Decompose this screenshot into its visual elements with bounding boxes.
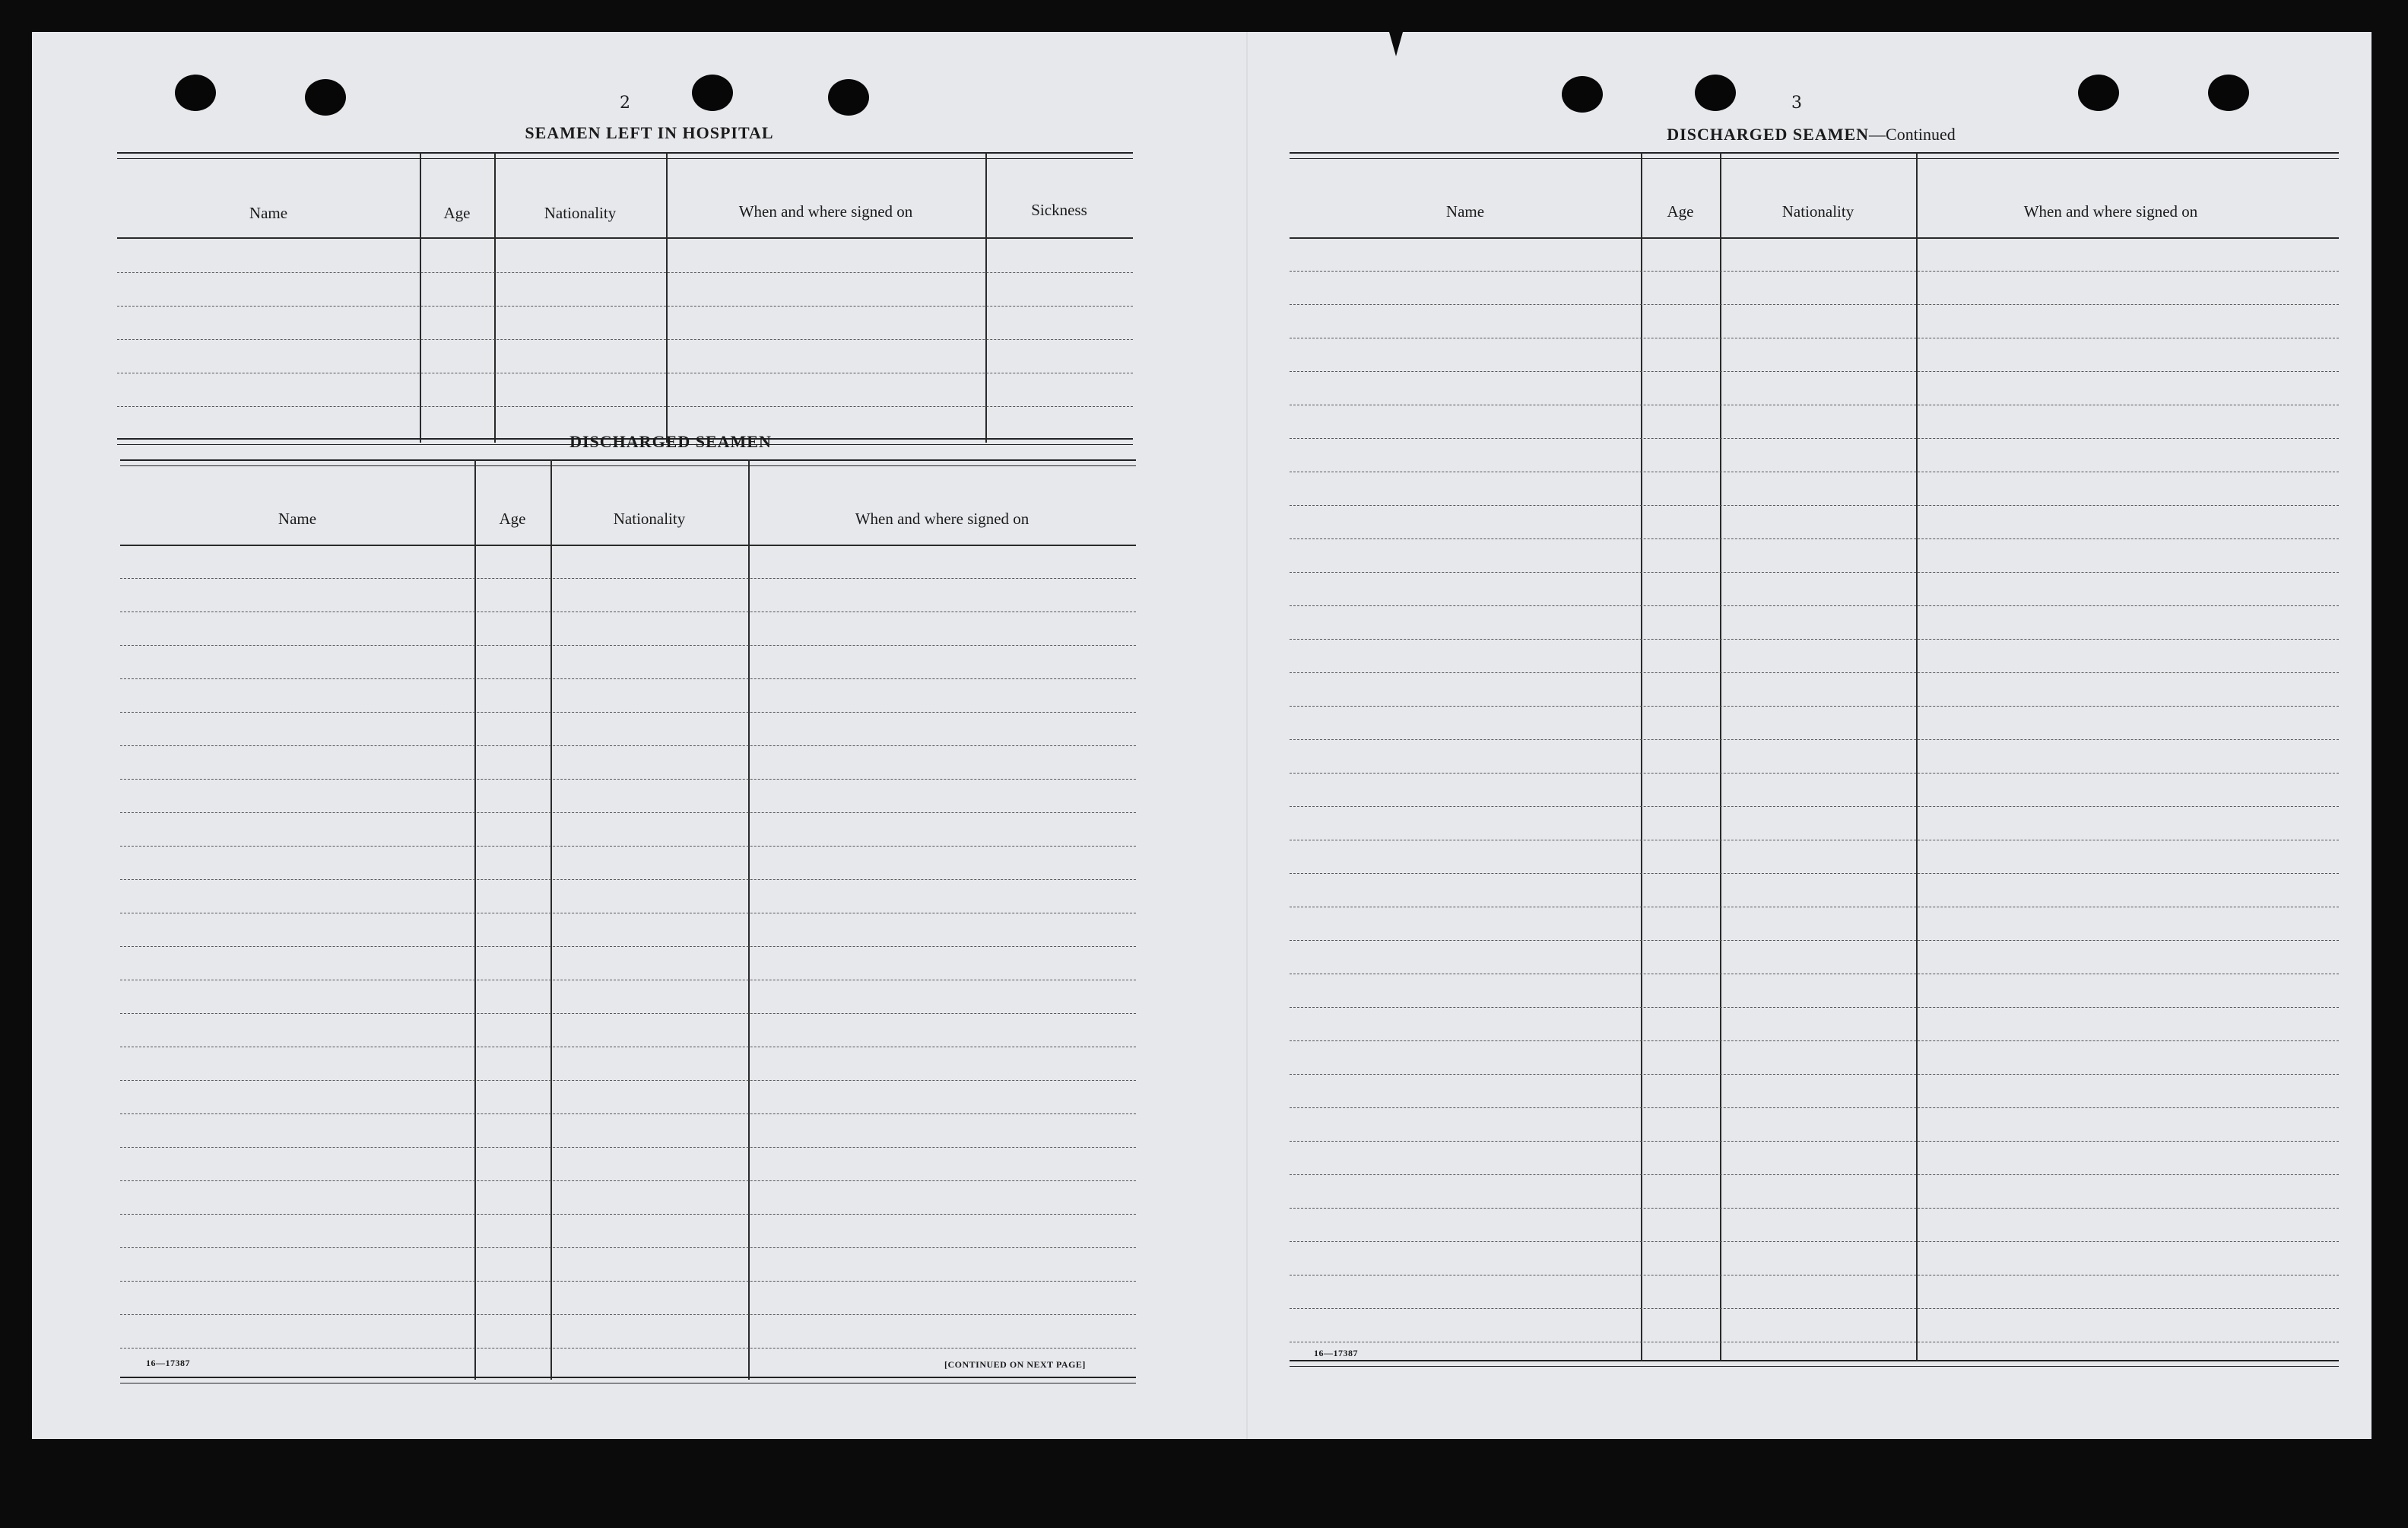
column-divider xyxy=(420,152,421,443)
discharged-table-right xyxy=(1290,152,2339,1366)
column-header-age: Age xyxy=(1667,202,1694,221)
punch-hole xyxy=(175,75,216,111)
column-header-signed-on: When and where signed on xyxy=(855,510,1030,528)
entry-line xyxy=(117,339,1133,340)
form-number-right: 16—17387 xyxy=(1314,1348,1358,1358)
entry-line xyxy=(120,846,1136,847)
entry-line xyxy=(1290,639,2339,640)
entry-line xyxy=(1290,1308,2339,1309)
table-top-rule xyxy=(120,459,1136,466)
entry-line xyxy=(117,406,1133,407)
entry-line xyxy=(120,1214,1136,1215)
column-header-sickness: Sickness xyxy=(1031,201,1087,219)
column-header-nationality: Nationality xyxy=(613,510,686,528)
entry-line xyxy=(120,745,1136,746)
entry-line xyxy=(117,272,1133,273)
entry-line xyxy=(1290,371,2339,372)
continued-note: [CONTINUED ON NEXT PAGE] xyxy=(944,1359,1086,1370)
punch-hole xyxy=(305,79,346,116)
entry-line xyxy=(1290,1007,2339,1008)
entry-line xyxy=(120,1348,1136,1349)
entry-line xyxy=(1290,505,2339,506)
ledger-sheet xyxy=(32,32,2372,1439)
discharged-continued-title xyxy=(1537,125,2085,145)
entry-line xyxy=(120,1080,1136,1081)
punch-hole xyxy=(828,79,869,116)
column-header-signed-on: When and where signed on xyxy=(2023,202,2198,221)
entry-line xyxy=(1290,271,2339,272)
punch-hole xyxy=(2208,75,2249,111)
discharged-section-title: DISCHARGED SEAMEN xyxy=(569,432,772,451)
punch-hole xyxy=(1695,75,1736,111)
header-bottom-rule xyxy=(117,237,1133,239)
entry-line xyxy=(120,1013,1136,1014)
entry-line xyxy=(120,1180,1136,1181)
header-bottom-rule xyxy=(120,545,1136,546)
column-divider xyxy=(1916,152,1918,1361)
discharged-continued-title-main: DISCHARGED SEAMEN xyxy=(1667,125,1870,144)
entry-line xyxy=(1290,1208,2339,1209)
entry-line xyxy=(1290,1141,2339,1142)
entry-line xyxy=(1290,873,2339,874)
entry-line xyxy=(1290,1241,2339,1242)
entry-line xyxy=(120,1247,1136,1248)
column-divider xyxy=(1720,152,1721,1361)
entry-line xyxy=(117,306,1133,307)
entry-line xyxy=(1290,538,2339,539)
entry-line xyxy=(120,645,1136,646)
entry-line xyxy=(1290,773,2339,774)
entry-line xyxy=(1290,739,2339,740)
column-divider xyxy=(748,459,750,1380)
entry-line xyxy=(1290,1107,2339,1108)
column-header-age: Age xyxy=(499,510,526,528)
column-header-age: Age xyxy=(443,204,471,222)
column-header-nationality: Nationality xyxy=(1781,202,1854,221)
entry-line xyxy=(1290,706,2339,707)
entry-line xyxy=(120,779,1136,780)
column-divider xyxy=(550,459,552,1380)
table-top-rule xyxy=(117,152,1133,159)
column-divider xyxy=(666,152,668,443)
entry-line xyxy=(1290,1174,2339,1175)
punch-hole xyxy=(1562,76,1603,113)
entry-line xyxy=(120,812,1136,813)
form-number-left: 16—17387 xyxy=(146,1358,190,1368)
entry-line xyxy=(120,1281,1136,1282)
table-top-rule xyxy=(1290,152,2339,159)
hospital-section-title: SEAMEN LEFT IN HOSPITAL xyxy=(525,123,774,142)
entry-line xyxy=(1290,572,2339,573)
column-divider xyxy=(474,459,476,1380)
column-divider xyxy=(985,152,987,443)
column-header-name: Name xyxy=(249,204,288,222)
page-fold xyxy=(1246,32,1248,1439)
entry-line xyxy=(1290,438,2339,439)
entry-line xyxy=(120,1113,1136,1114)
entry-line xyxy=(120,578,1136,579)
punch-hole xyxy=(692,75,733,111)
entry-line xyxy=(120,712,1136,713)
entry-line xyxy=(1290,304,2339,305)
entry-line xyxy=(1290,940,2339,941)
entry-line xyxy=(120,1314,1136,1315)
hospital-table xyxy=(117,152,1133,444)
discharged-table-left xyxy=(120,459,1136,1386)
column-header-signed-on: When and where signed on xyxy=(738,202,913,221)
entry-line xyxy=(1290,1040,2339,1041)
column-header-nationality: Nationality xyxy=(544,204,617,222)
punch-hole xyxy=(2078,75,2119,111)
column-header-name: Name xyxy=(278,510,317,528)
page-number-right: 3 xyxy=(1791,94,1802,113)
column-divider xyxy=(1641,152,1642,1361)
header-bottom-rule xyxy=(1290,237,2339,239)
entry-line xyxy=(120,1147,1136,1148)
entry-line xyxy=(1290,806,2339,807)
table-bottom-rule xyxy=(120,1377,1136,1383)
table-bottom-rule xyxy=(1290,1360,2339,1367)
entry-line xyxy=(120,678,1136,679)
entry-line xyxy=(120,879,1136,880)
entry-line xyxy=(1290,672,2339,673)
page-number-left: 2 xyxy=(620,94,630,113)
column-header-name: Name xyxy=(1445,202,1485,221)
entry-line xyxy=(1290,1074,2339,1075)
entry-line xyxy=(1290,605,2339,606)
entry-line xyxy=(120,946,1136,947)
sheet-notch xyxy=(1389,32,1403,56)
column-divider xyxy=(494,152,496,443)
continued-suffix: —Continued xyxy=(1869,125,1956,144)
